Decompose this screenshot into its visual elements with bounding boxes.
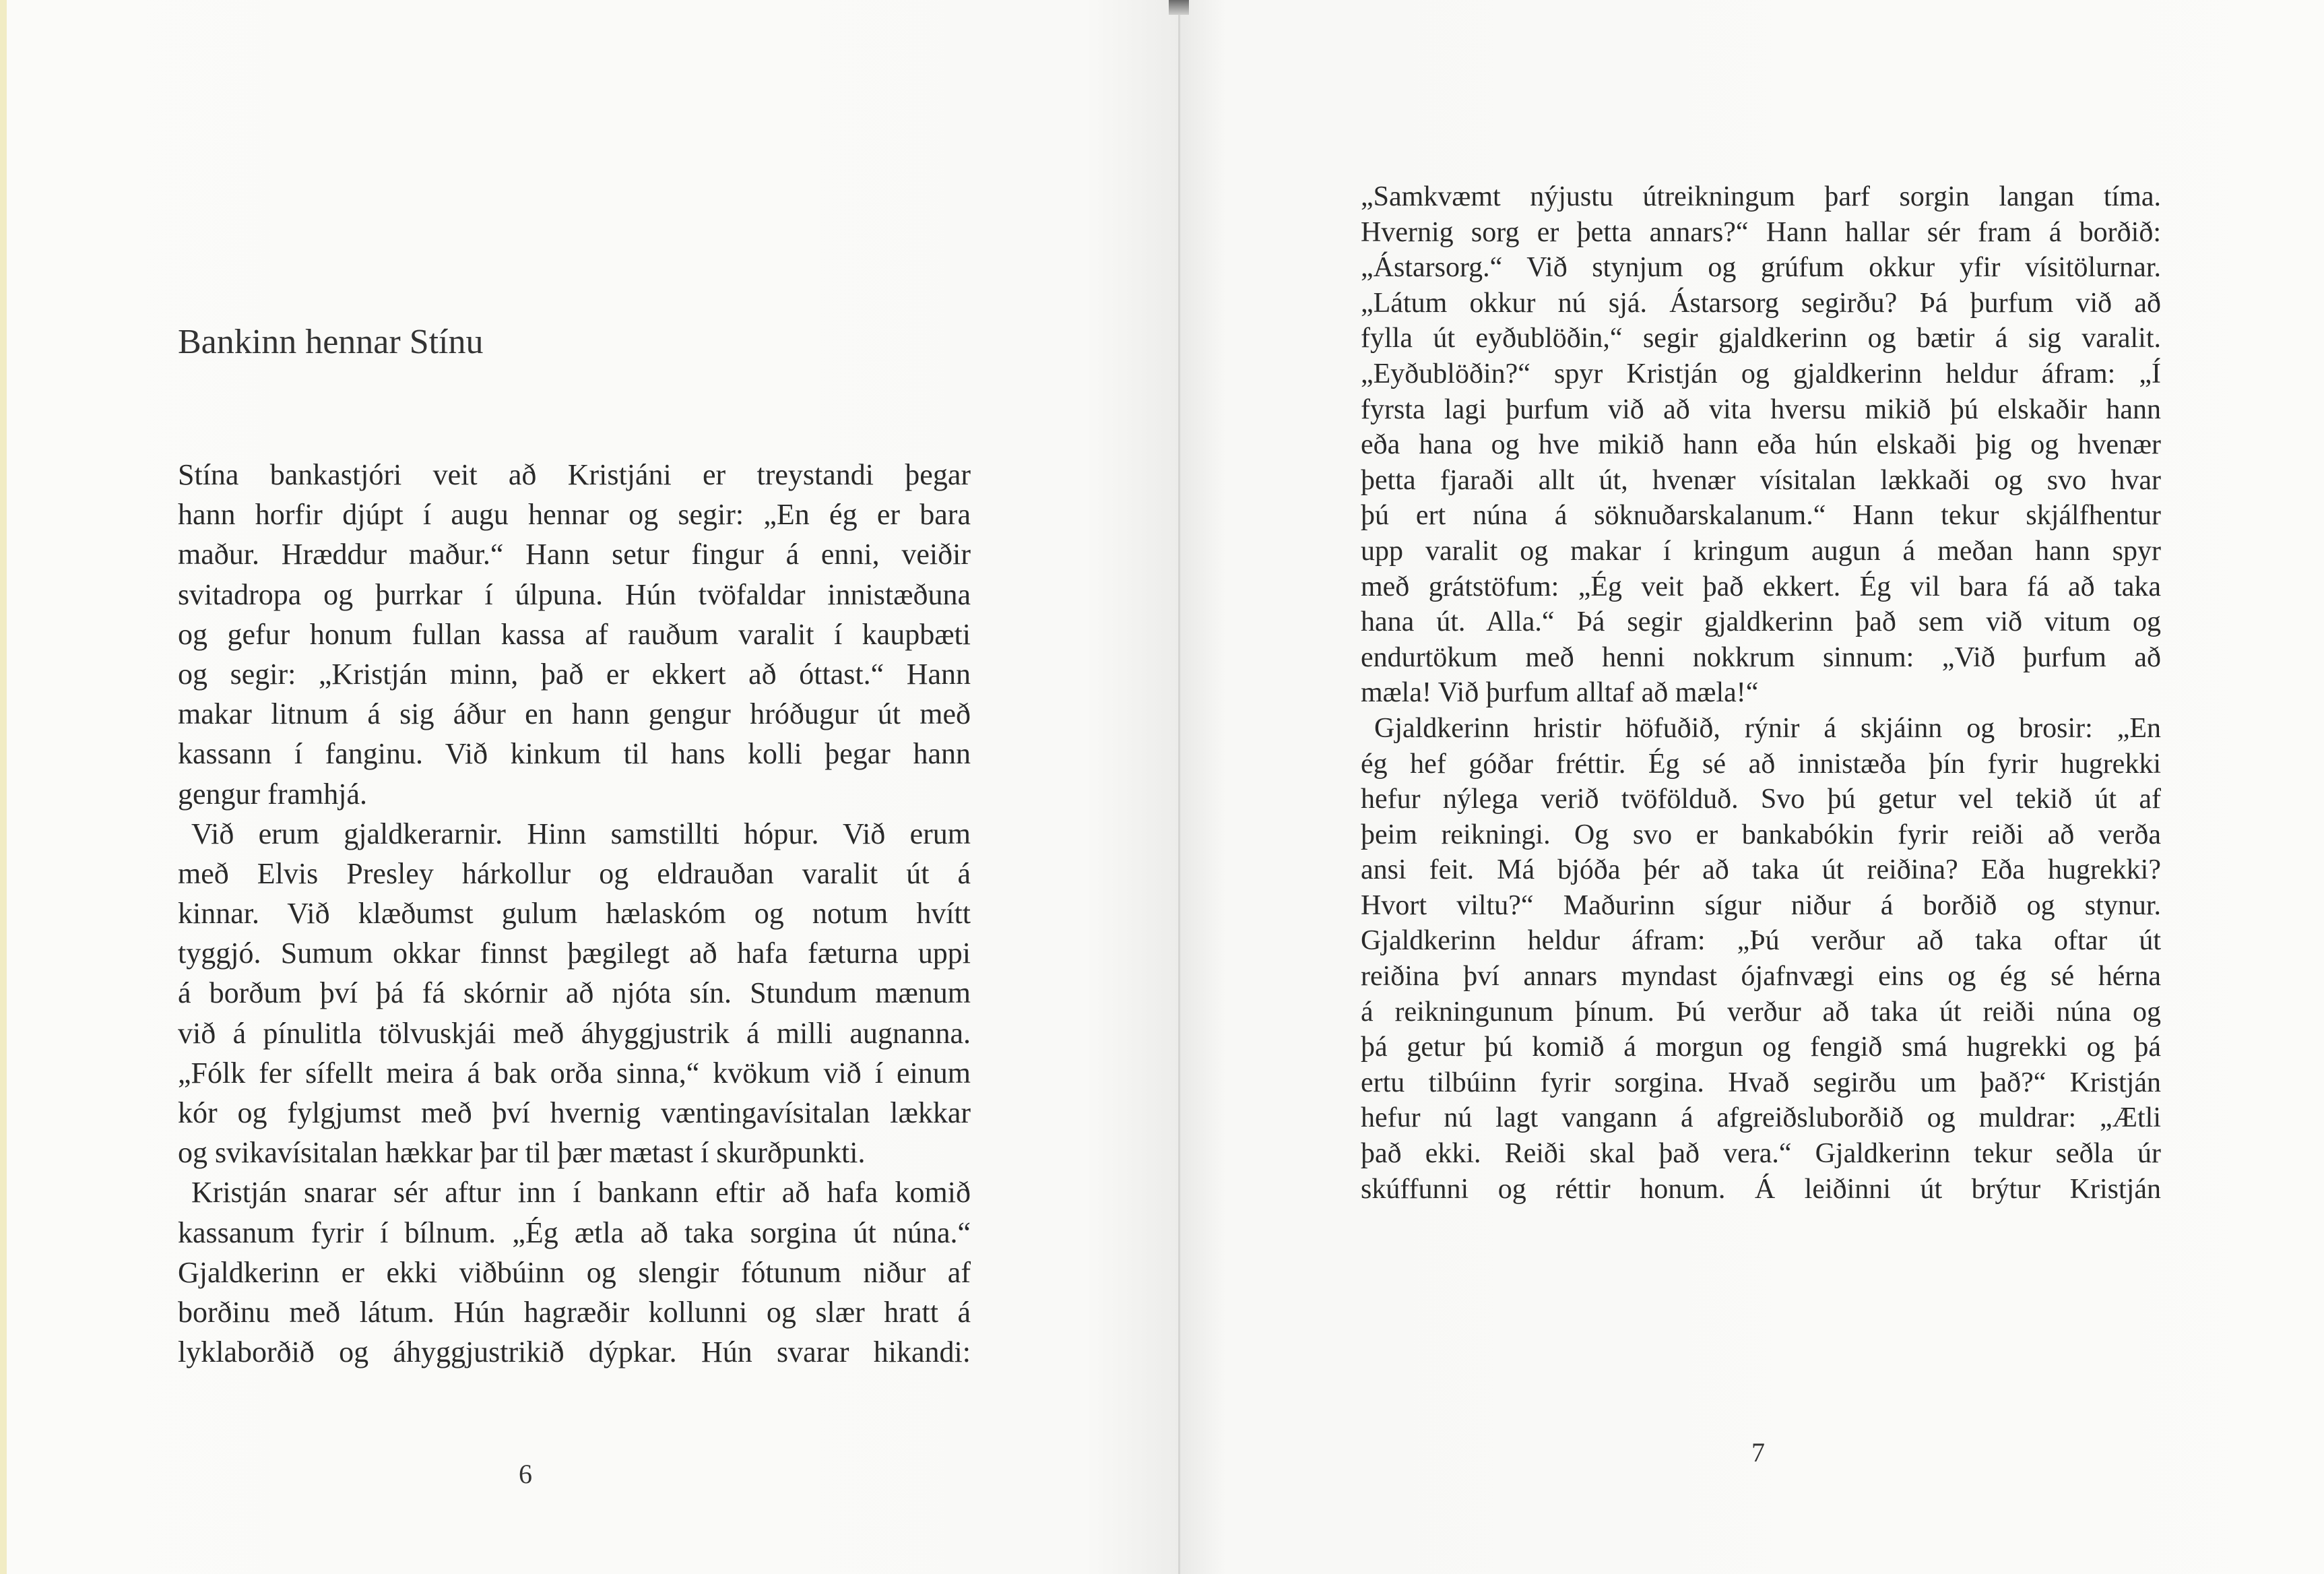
text-line: á borðum því þá fá skórnir að njóta sín. Stundum mænum	[178, 976, 971, 1010]
text-line: upp varalit og makar í kringum augun á meðan hann spyr	[1361, 535, 2161, 567]
text-line: ertu tilbúinn fyrir sorgina. Hvað segirðu um það?“ Kristján	[1361, 1067, 2161, 1098]
text-line: makar litnum á sig áður en hann gengur hróðugur út með	[178, 697, 971, 731]
text-line: kassann í fanginu. Við kinkum til hans kolli þegar hann	[178, 737, 971, 771]
text-line: „Látum okkur nú sjá. Ástarsorg segirðu? Þá þurfum við að	[1361, 287, 2161, 319]
text-line: þeim reikningi. Og svo er bankabókin fyrir reiði að verða	[1361, 819, 2161, 850]
text-line: lyklaborðið og áhyggjustrikið dýpkar. Hún svarar hikandi:	[178, 1335, 971, 1369]
text-line: maður. Hræddur maður.“ Hann setur fingur á enni, veiðir	[178, 538, 971, 571]
text-line: mæla! Við þurfum alltaf að mæla!“	[1361, 677, 1759, 709]
right-page-text	[1361, 179, 2161, 1207]
gutter-shadow	[1169, 0, 1189, 15]
text-line: skúffunni og réttir honum. Á leiðinni út brýtur Kristján	[1361, 1173, 2161, 1205]
text-line: hana út. Alla.“ Þá segir gjaldkerinn það sem við vitum og	[1361, 606, 2161, 638]
text-line: Gjaldkerinn er ekki viðbúinn og slengir fótunum niður af	[178, 1255, 971, 1289]
text-line: Gjaldkerinn hristir höfuðið, rýnir á skjáinn og brosir: „En	[1374, 712, 2161, 744]
text-line: við á pínulitla tölvuskjái með áhyggjustrik á milli augnanna.	[178, 1016, 971, 1050]
page-edge	[0, 0, 7, 1574]
text-line: borðinu með látum. Hún hagræðir kollunni og slær hratt á	[178, 1295, 971, 1329]
text-line: Hvort viltu?“ Maðurinn sígur niður á borðið og stynur.	[1361, 889, 2161, 921]
text-line: „Ástarsorg.“ Við stynjum og grúfum okkur yfir vísitölurnar.	[1361, 252, 2161, 284]
text-line: tyggjó. Sumum okkar finnst þægilegt að hafa fæturna uppi	[178, 937, 971, 970]
text-line: hefur nú lagt vangann á afgreiðsluborðið og muldrar: „Ætli	[1361, 1102, 2161, 1134]
text-line: Gjaldkerinn heldur áfram: „Þú verður að taka oftar út	[1361, 925, 2161, 957]
text-line: Stína bankastjóri veit að Kristjáni er treystandi þegar	[178, 458, 971, 491]
text-line: ég hef góðar fréttir. Ég sé að innistæða þín fyrir hugrekki	[1361, 748, 2161, 780]
text-line: ansi feit. Má bjóða þér að taka út reiðina? Eða hugrekki?	[1361, 854, 2161, 886]
text-line: kór og fylgjumst með því hvernig væntingavísitalan lækkar	[178, 1096, 971, 1129]
page-number-left: 6	[519, 1459, 532, 1489]
page-number-right: 7	[1751, 1437, 1765, 1468]
text-line: þú ert núna á söknuðarskalanum.“ Hann tekur skjálfhentur	[1361, 500, 2161, 532]
chapter-title: Bankinn hennar Stínu	[178, 323, 484, 361]
text-line: Við erum gjaldkerarnir. Hinn samstillti hópur. Við erum	[191, 817, 971, 850]
text-line: Hvernig sorg er þetta annars?“ Hann hallar sér fram á borðið:	[1361, 216, 2161, 248]
text-line: og segir: „Kristján minn, það er ekkert að óttast.“ Hann	[178, 657, 971, 691]
text-line: „Eyðublöðin?“ spyr Kristján og gjaldkerinn heldur áfram: „Í	[1361, 358, 2161, 389]
text-line: með Elvis Presley hárkollur og eldrauðan varalit út á	[178, 856, 971, 890]
left-page-text	[178, 455, 971, 1372]
text-line: reiðina því annars myndast ójafnvægi eins og ég sé hérna	[1361, 961, 2161, 993]
text-line: og svikavísitalan hækkar þar til þær mætast í skurðpunkti.	[178, 1136, 866, 1170]
text-line: kassanum fyrir í bílnum. „Ég ætla að taka sorgina út núna.“	[178, 1216, 971, 1249]
text-line: með grátstöfum: „Ég veit það ekkert. Ég vil bara fá að taka	[1361, 571, 2161, 602]
text-line: gengur framhjá.	[178, 777, 367, 811]
text-line: fylla út eyðublöðin,“ segir gjaldkerinn og bætir á sig varalit.	[1361, 323, 2161, 354]
text-line: endurtökum með henni nokkrum sinnum: „Við þurfum að	[1361, 641, 2161, 673]
text-line: það ekki. Reiði skal það vera.“ Gjaldkerinn tekur seðla úr	[1361, 1138, 2161, 1170]
text-line: „Samkvæmt nýjustu útreikningum þarf sorgin langan tíma.	[1361, 181, 2161, 212]
text-line: og gefur honum fullan kassa af rauðum varalit í kaupbæti	[178, 617, 971, 651]
book-gutter	[1178, 0, 1180, 1574]
text-line: eða hana og hve mikið hann eða hún elskaði þig og hvenær	[1361, 429, 2161, 461]
text-line: Kristján snarar sér aftur inn í bankann eftir að hafa komið	[191, 1176, 971, 1209]
text-line: hefur nýlega verið tvöfölduð. Svo þú getur vel tekið út af	[1361, 784, 2161, 815]
text-line: „Fólk fer sífellt meira á bak orða sinna,“ kvökum við í einum	[178, 1056, 971, 1090]
text-line: á reikningunum þínum. Þú verður að taka út reiði núna og	[1361, 996, 2161, 1028]
text-line: þetta fjaraði allt út, hvenær vísitalan lækkaði og svo hvar	[1361, 464, 2161, 496]
text-line: hann horfir djúpt í augu hennar og segir: „En ég er bara	[178, 498, 971, 532]
text-line: svitadropa og þurrkar í úlpuna. Hún tvöfaldar innistæðuna	[178, 577, 971, 611]
text-line: þá getur þú komið á morgun og fengið smá hugrekki og þá	[1361, 1032, 2161, 1063]
text-line: kinnar. Við klæðumst gulum hælaskóm og notum hvítt	[178, 897, 971, 931]
text-line: fyrsta lagi þurfum við að vita hversu mikið þú elskaðir hann	[1361, 393, 2161, 425]
